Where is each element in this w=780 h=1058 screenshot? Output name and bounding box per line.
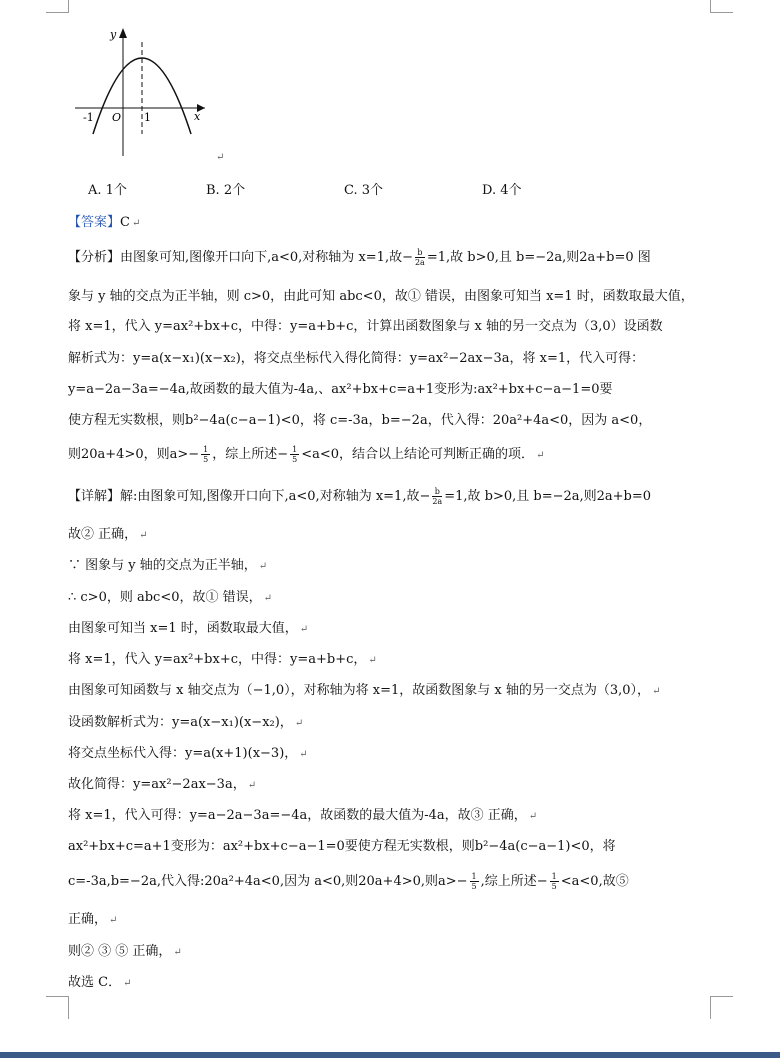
detail-line-11: 将 x=1，代入可得：y=a−2a−3a=−4a，故函数的最大值为-4a，故③ 正确， ↵ bbox=[68, 808, 538, 823]
option-a: A. 1个 bbox=[88, 183, 127, 198]
detail-line-9: 将交点坐标代入得：y=a(x+1)(x−3)， ↵ bbox=[68, 746, 308, 761]
fraction-1-over-5: $\frac{1}{5}$ bbox=[203, 445, 209, 464]
fraction-1-over-5: $\frac{1}{5}$ bbox=[471, 872, 477, 891]
detail-line-10: 故化简得：y=ax²−2ax−3a， ↵ bbox=[68, 777, 257, 792]
parabola-graph bbox=[70, 22, 220, 162]
paragraph-mark: ↵ bbox=[216, 152, 225, 163]
origin-label: O bbox=[112, 111, 122, 124]
analysis-line-5: y=a−2a−3a=−4a,故函数的最大值为-4a,、ax²+bx+c=a+1变形为:ax²+bx+c−a−1=0要 bbox=[68, 382, 613, 397]
x-axis-label: x bbox=[194, 110, 201, 123]
detail-line-13: c=-3a,b=−2a,代入得:20a²+4a<0,因为 a<0,则20a+4>0,则a>− $\frac{1}{5}$ ,综上所述− $\frac{1}{5}$ <a<0,故⑤ bbox=[68, 872, 629, 891]
detail-line-16: 故选 C． ↵ bbox=[68, 975, 132, 990]
detail-line-3: ∵ 图象与 y 轴的交点为正半轴， ↵ bbox=[68, 558, 268, 573]
detail-line-7: 由图象可知函数与 x 轴交点为（−1,0），对称轴为将 x=1，故函数图象与 x 轴的另一交点为（3,0）， ↵ bbox=[68, 683, 661, 698]
detail-line-6: 将 x=1，代入 y=ax²+bx+c，中得：y=a+b+c， ↵ bbox=[68, 652, 377, 667]
detail-line-12: ax²+bx+c=a+1变形为：ax²+bx+c−a−1=0要使方程无实数根，则b²−4a(c−a−1)<0，将 bbox=[68, 839, 616, 854]
corner-mark-top-left bbox=[46, 0, 69, 13]
corner-mark-bottom-right bbox=[710, 996, 733, 1019]
detail-line-4: ∴ c>0，则 abc<0，故① 错误， ↵ bbox=[68, 590, 273, 605]
detail-line-2: 故② 正确， ↵ bbox=[68, 527, 148, 542]
corner-mark-top-right bbox=[710, 0, 733, 13]
analysis-line-3: 将 x=1，代入 y=ax²+bx+c，中得：y=a+b+c，计算出函数图象与 x 轴的另一交点为（3,0）设函数 bbox=[68, 319, 663, 334]
answer-value: C bbox=[120, 215, 130, 230]
y-axis-arrow bbox=[119, 28, 127, 38]
answer-label: 【答案】 bbox=[68, 215, 121, 230]
detail-line-14: 正确， ↵ bbox=[68, 912, 118, 927]
window-bottom-bar bbox=[0, 1052, 780, 1058]
fraction-b-over-2a: $\frac{b}{2a}$ bbox=[414, 248, 425, 267]
fraction-1-over-5: $\frac{1}{5}$ bbox=[551, 872, 557, 891]
detail-line-15: 则② ③ ⑤ 正确， ↵ bbox=[68, 944, 182, 959]
answer-line: 【答案】C ↵ bbox=[68, 215, 141, 230]
analysis-line-7: 则20a+4>0，则a>− $\frac{1}{5}$ ，综上所述− $\frac{1}{5}$ <a<0，结合以上结论可判断正确的项． ↵ bbox=[68, 445, 545, 464]
analysis-line-1: 【分析】由图象可知,图像开口向下,a<0,对称轴为 x=1,故− $\frac{b}{2a}$ =1,故 b>0,且 b=−2a,则2a+b=0 图 bbox=[68, 248, 651, 267]
tick-label-neg1: -1 bbox=[83, 111, 94, 124]
option-c: C. 3个 bbox=[344, 183, 384, 198]
fraction-1-over-5: $\frac{1}{5}$ bbox=[292, 445, 298, 464]
analysis-line-2: 象与 y 轴的交点为正半轴，则 c>0，由此可知 abc<0，故① 错误，由图象可知当 x=1 时，函数取最大值， bbox=[68, 289, 694, 304]
detail-line-1: 【详解】解:由图象可知,图像开口向下,a<0,对称轴为 x=1,故− $\frac{b}{2a}$ =1,故 b>0,且 b=−2a,则2a+b=0 bbox=[68, 487, 652, 506]
detail-line-8: 设函数解析式为：y=a(x−x₁)(x−x₂)， ↵ bbox=[68, 715, 304, 730]
corner-mark-bottom-left bbox=[46, 996, 69, 1019]
analysis-line-4: 解析式为：y=a(x−x₁)(x−x₂)，将交点坐标代入得化简得：y=ax²−2ax−3a，将 x=1，代入可得： bbox=[68, 351, 645, 366]
fraction-b-over-2a: $\frac{b}{2a}$ bbox=[432, 487, 443, 506]
analysis-line-6: 使方程无实数根，则b²−4a(c−a−1)<0，将 c=-3a，b=−2a，代入得：20a²+4a<0，因为 a<0， bbox=[68, 413, 652, 428]
detail-line-5: 由图象可知当 x=1 时，函数取最大值， ↵ bbox=[68, 621, 309, 636]
option-b: B. 2个 bbox=[206, 183, 246, 198]
y-axis-label: y bbox=[110, 28, 117, 41]
option-d: D. 4个 bbox=[482, 183, 522, 198]
tick-label-pos1: 1 bbox=[144, 111, 151, 124]
